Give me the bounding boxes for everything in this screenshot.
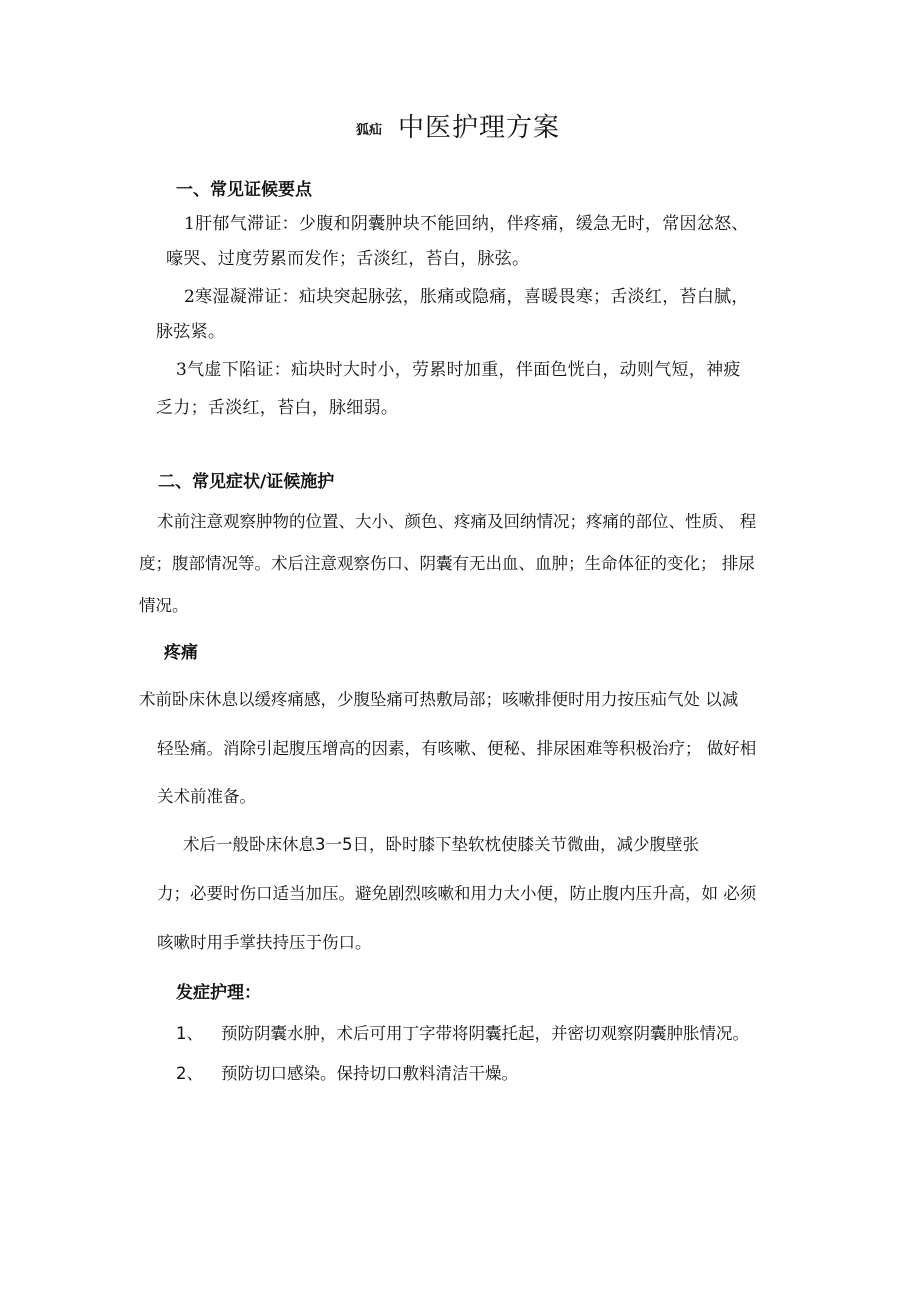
syndrome-1-line1: 1肝郁气滞证：少腹和阴囊肿块不能回纳，伴疼痛，缓急无时，常因忿怒、 [184,214,749,234]
complication-item-1-text: 预防阴囊水肿，术后可用丁字带将阴囊托起，并密切观察阴囊肿胀情况。 [221,1024,749,1043]
title-main: 中医护理方案 [398,113,561,143]
pain-postop-line2: 力；必要时伤口适当加压。避免剧烈咳嗽和用力大小便，防止腹内压升高，如 必须 [157,884,757,903]
complication-item-2-number: 2、 [176,1064,203,1083]
syndrome-2-line2: 脉弦紧。 [156,322,226,342]
complication-item-2 [176,1060,518,1084]
complication-item-1-number: 1、 [176,1024,203,1043]
pain-heading: 疼痛 [164,643,198,663]
pain-preop-line3: 关术前准备。 [157,787,256,806]
pain-preop-line1: 术前卧床休息以缓疼痛感，少腹坠痛可热敷局部；咳嗽排便时用力按压疝气处 以减 [139,690,739,709]
complication-heading: 发症护理： [176,983,261,1003]
title-prefix: 狐疝 [356,123,383,138]
section1-heading: 一、常见证候要点 [176,180,312,200]
observation-line3: 情况。 [139,596,189,615]
section2-heading: 二、常见症状/证候施护 [158,472,335,492]
syndrome-3-line2: 乏力；舌淡红，苔白，脉细弱。 [156,398,399,418]
observation-line2: 度；腹部情况等。术后注意观察伤口、阴囊有无出血、血肿；生命体征的变化； 排尿 [139,554,755,573]
pain-postop-line1: 术后一般卧床休息3一5日，卧时膝下垫软枕使膝关节微曲，减少腹壁张 [183,835,699,854]
pain-postop-line3: 咳嗽时用手掌扶持压于伤口。 [157,933,372,952]
syndrome-2-line1: 2寒湿凝滞证：疝块突起脉弦，胀痛或隐痛，喜暖畏寒；舌淡红，苔白腻， [184,287,749,307]
syndrome-3-line1: 3气虚下陷证：疝块时大时小，劳累时加重，伴面色恍白，动则气短，神疲 [176,360,741,380]
syndrome-1-line2: 嚎哭、过度劳累而发作；舌淡红，苔白，脉弦。 [166,249,530,269]
page-title [356,107,560,144]
complication-item-1 [176,1020,749,1044]
pain-preop-line2: 轻坠痛。消除引起腹压增高的因素，有咳嗽、便秘、排尿困难等积极治疗； 做好相 [157,739,757,758]
observation-line1: 术前注意观察肿物的位置、大小、颜色、疼痛及回纳情况；疼痛的部位、性质、 程 [157,512,757,531]
complication-item-2-text: 预防切口感染。保持切口敷料清洁干燥。 [221,1064,518,1083]
